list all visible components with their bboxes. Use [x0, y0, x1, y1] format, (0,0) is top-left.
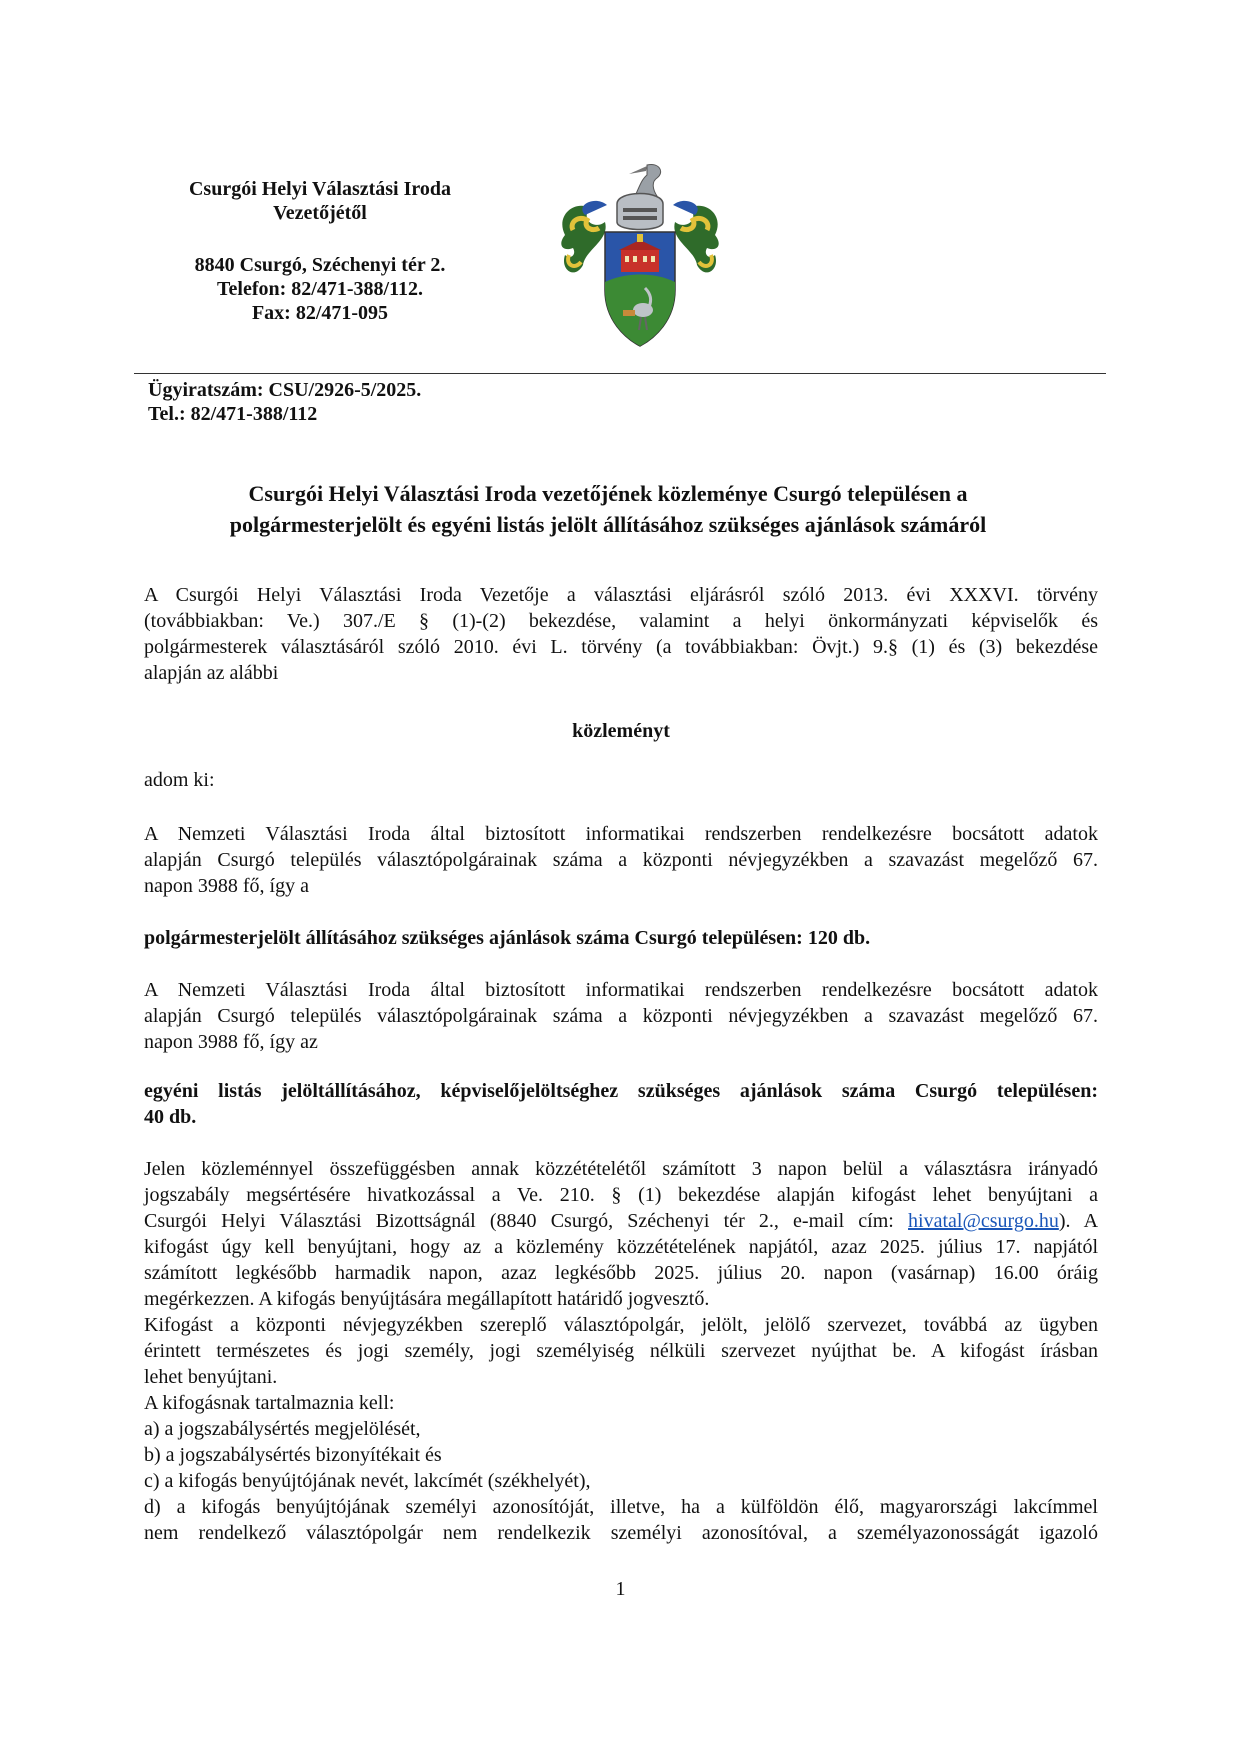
sender-phone: Telefon: 82/471-388/112. [217, 278, 423, 300]
requirement-item-a: a) a jogszabálysértés megjelölését, [144, 1418, 421, 1440]
requirement-item-d-line-1: d) a kifogás benyújtójának személyi azonosítóját, illetve, ha a külföldön élő, magyarországi lakcímmel [144, 1496, 1098, 1518]
block1-line-1: A Nemzeti Választási Iroda által biztosított informatikai rendszerben rendelkezésre bocsátott adatok [144, 823, 1098, 845]
objection-line-2: jogszabály megsértésére hivatkozással a Ve. 210. § (1) bekezdése alapján kifogást lehet benyújtani a [144, 1184, 1098, 1206]
email-link[interactable]: hivatal@csurgo.hu [908, 1210, 1059, 1232]
sender-fax: Fax: 82/471-095 [251, 302, 389, 324]
result2-line-1: egyéni listás jelöltállításához, képviselőjelöltséghez szükséges ajánlások száma Csurgó településen: [144, 1080, 1098, 1102]
list-candidate-recommendation-count [144, 1078, 1098, 1130]
objection-line-3-start: Csurgói Helyi Választási Bizottságnál (8840 Csurgó, Széchenyi tér 2., e-mail cím: [144, 1210, 909, 1232]
objection-line-8: érintett természetes és jogi személy, jogi személyiség nélküli szervezet nyújthat be. A kifogást írásban [144, 1340, 1098, 1362]
result2-line-2: 40 db. [144, 1106, 197, 1128]
mayor-recommendation-count: polgármesterjelölt állításához szükséges ajánlások száma Csurgó településen: 120 db. [144, 927, 871, 949]
intro-paragraph [144, 582, 1098, 686]
intro-line-1: A Csurgói Helyi Választási Iroda Vezetője a választási eljárásról szóló 2013. évi XXXVI. törvény [144, 584, 1098, 606]
announcement-heading: közleményt [572, 720, 670, 742]
requirement-item-b: b) a jogszabálysértés bizonyítékait és [144, 1444, 442, 1466]
requirement-item-d-line-2: nem rendelkező választópolgár nem rendelkezik személyi azonosítóval, a személyazonosságát igazoló [144, 1522, 1098, 1544]
reference-block [148, 378, 421, 426]
header-divider [134, 373, 1106, 374]
requirement-item-c: c) a kifogás benyújtójának nevét, lakcímét (székhelyét), [144, 1470, 591, 1492]
intro-line-2: (továbbiakban: Ve.) 307./E § (1)-(2) bekezdése, valamint a helyi önkormányzati képviselők és [144, 610, 1098, 632]
objection-line-9: lehet benyújtani. [144, 1366, 278, 1388]
objection-paragraph [144, 1156, 1098, 1546]
case-number: Ügyiratszám: CSU/2926-5/2025. [148, 379, 422, 401]
page-number: 1 [615, 1578, 626, 1600]
block1-line-2: alapján Csurgó település választópolgárainak száma a központi névjegyzékben a szavazást megelőző 67. [144, 849, 1098, 871]
block2-line-3: napon 3988 fő, így az [144, 1031, 318, 1053]
objection-line-5: számított legkésőbb harmadik napon, azaz legkésőbb 2025. július 20. napon (vasárnap) 16.00 óráig [144, 1262, 1098, 1284]
block1-line-3: napon 3988 fő, így a [144, 875, 309, 897]
sender-block [150, 177, 490, 325]
sender-name: Csurgói Helyi Választási Iroda [188, 178, 452, 200]
document-title [148, 478, 1068, 540]
title-line-2: polgármesterjelölt és egyéni listás jelölt állításához szükséges ajánlások számáról [229, 512, 987, 537]
sender-address: 8840 Csurgó, Széchenyi tér 2. [194, 254, 446, 276]
intro-line-3: polgármesterek választásáról szóló 2010. évi L. törvény (a továbbiakban: Övjt.) 9.§ (1) és (3) bekezdése [144, 636, 1098, 658]
objection-line-4: kifogást úgy kell benyújtani, hogy az a közlemény közzétételének napjától, azaz 2025. július 17. napjától [144, 1236, 1098, 1258]
objection-line-6: megérkezzen. A kifogás benyújtására megállapított határidő jogvesztő. [144, 1288, 710, 1310]
coat-of-arms-icon [555, 160, 725, 360]
sender-role: Vezetőjétől [273, 202, 367, 224]
voters-paragraph-1 [144, 821, 1098, 899]
contact-phone: Tel.: 82/471-388/112 [148, 403, 318, 425]
block2-line-1: A Nemzeti Választási Iroda által biztosított informatikai rendszerben rendelkezésre bocsátott adatok [144, 979, 1098, 1001]
objection-line-1: Jelen közleménnyel összefüggésben annak közzétételétől számított 3 napon belül a választásra irányadó [144, 1158, 1098, 1180]
voters-paragraph-2 [144, 977, 1098, 1055]
issue-line: adom ki: [144, 769, 215, 791]
block2-line-2: alapján Csurgó település választópolgárainak száma a központi névjegyzékben a szavazást megelőző 67. [144, 1005, 1098, 1027]
objection-line-3 [144, 1208, 1098, 1234]
objection-line-3-end: ). A [1058, 1210, 1099, 1232]
intro-line-4: alapján az alábbi [144, 662, 279, 684]
objection-line-7: Kifogást a központi névjegyzékben szereplő választópolgár, jelölt, jelölő szervezet, továbbá az ügyben [144, 1314, 1098, 1336]
objection-requirements-intro: A kifogásnak tartalmaznia kell: [144, 1392, 395, 1414]
title-line-1: Csurgói Helyi Választási Iroda vezetőjének közleménye Csurgó településen a [248, 481, 968, 506]
